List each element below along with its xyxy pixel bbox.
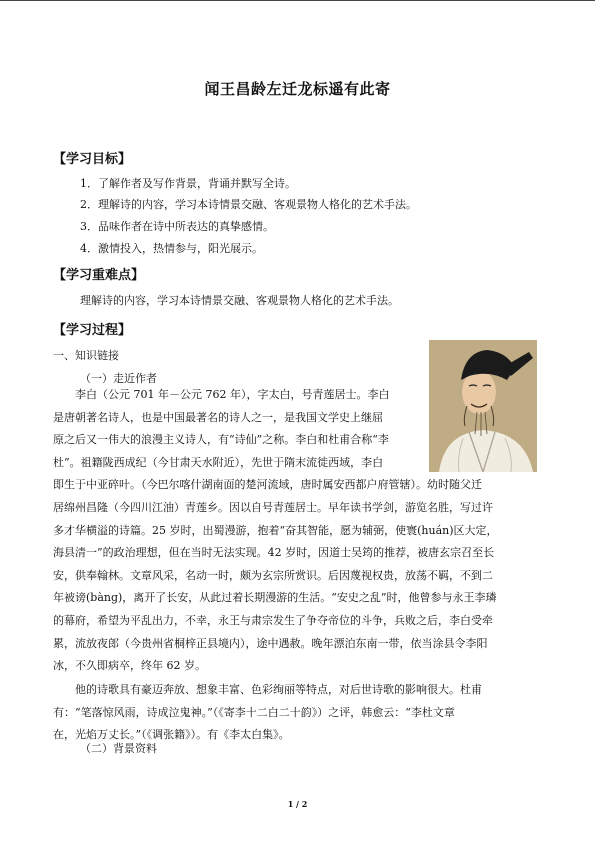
bio-line: 年被谤(bàng)，离开了长安，从此过着长期漫游的生活。“安史之乱”时，他曾参与永王李璘 (53, 591, 497, 605)
style-line: 他的诗歌具有豪迈奔放、想象丰富、色彩绚丽等特点，对后世诗歌的影响很大。杜甫 (53, 683, 482, 696)
bio-line: 杜”。祖籍陇西成纪（今甘肃天水附近），先世于隋末流徙西域，李白 (53, 455, 384, 469)
bio-line: 李白（公元 701 年－公元 762 年），字太白，号青莲居士。李白 (53, 388, 390, 401)
bio-line: 海县清一”的政治理想，但在当时无法实现。42 岁时，因道士吴筠的推荐，被唐玄宗召至长 (53, 546, 495, 560)
document-title: 闻王昌龄左迁龙标遥有此寄 (204, 80, 391, 98)
section-heading-key-points: 【学习重难点】 (53, 268, 145, 283)
bio-line: 的幕府，希望为平乱出力，不幸，永王与肃宗发生了争夺帝位的斗争，兵败之后，李白受牵 (53, 613, 493, 627)
header-rule (0, 0, 595, 1)
bio-line: 即生于中亚碎叶。（今巴尔喀什湖南面的楚河流域，唐时属安西都户府管辖）。幼时随父迁 (53, 478, 482, 492)
goal-item: 1．了解作者及写作背景，背诵并默写全诗。 (80, 177, 296, 190)
goal-item: 3．品味作者在诗中所表达的真挚感情。 (80, 220, 274, 233)
bio-line: 是唐朝著名诗人，也是中国最著名的诗人之一，是我国文学史上继屈 (53, 410, 383, 424)
goal-item: 4．激情投入，热情参与，阳光展示。 (80, 242, 263, 255)
author-biography (53, 384, 498, 678)
section-heading-goals: 【学习目标】 (53, 152, 132, 167)
goal-item: 2．理解诗的内容，学习本诗情景交融、客观景物人格化的艺术手法。 (80, 198, 417, 211)
poetry-style-paragraph (53, 679, 482, 747)
bio-line: 居绵州昌隆（今四川江油）青莲乡。因以自号青莲居士。早年读书学剑，游览名胜，写过许 (53, 500, 493, 514)
subheading-background: （二）背景资料 (80, 742, 157, 755)
section-heading-process: 【学习过程】 (53, 323, 132, 338)
style-line: 有：“笔落惊风雨，诗成泣鬼神。”（《寄李十二白二十韵》）之评，韩愈云：“李杜文章 (53, 705, 455, 719)
style-line: 在，光焰万丈长。”（《调张籍》）。有《李太白集》。 (53, 728, 290, 742)
bio-line: 冰，不久即病卒，终年 62 岁。 (53, 659, 206, 673)
page-number: 1 / 2 (287, 799, 308, 809)
bio-line: 安，供奉翰林。文章风采，名动一时，颇为玄宗所赏识。后因蔑视权贵，放荡不羁，不到二 (53, 568, 493, 582)
bio-line: 多才华横溢的诗篇。25 岁时，出蜀漫游，抱着“奋其智能，愿为辅弼，使寰(huán)区大定， (53, 523, 498, 537)
knowledge-link-heading: 一、知识链接 (53, 349, 119, 362)
key-points-text: 理解诗的内容，学习本诗情景交融、客观景物人格化的艺术手法。 (80, 294, 399, 307)
bio-line: 累，流放夜郎（今贵州省桐梓正县境内），途中遇赦。晚年漂泊东南一带，依当涂县令李阳 (53, 636, 488, 650)
bio-line: 原之后又一伟大的浪漫主义诗人，有“诗仙”之称。李白和杜甫合称“李 (53, 433, 389, 447)
subheading-author: （一）走近作者 (80, 372, 157, 385)
